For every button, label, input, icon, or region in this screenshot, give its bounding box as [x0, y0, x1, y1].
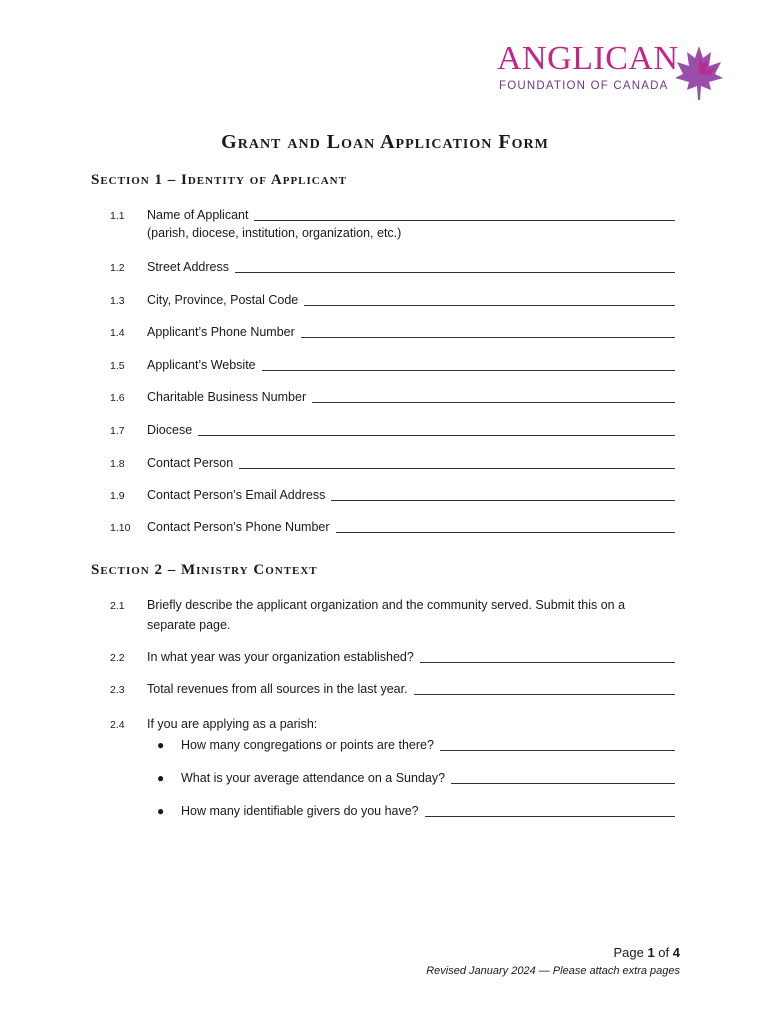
- diocese-input-line[interactable]: [198, 423, 675, 436]
- attendance-input-line[interactable]: [451, 771, 675, 784]
- field-number: 1.2: [110, 262, 125, 274]
- bullet-icon: ●: [157, 738, 165, 752]
- question-2-1: [110, 596, 675, 636]
- question-number: 2.3: [110, 684, 125, 696]
- city-province-postal-input-line[interactable]: [304, 293, 675, 306]
- givers-input-line[interactable]: [425, 804, 675, 817]
- field-number: 1.7: [110, 425, 125, 437]
- bullet-label: How many identifiable givers do you have?: [181, 804, 419, 818]
- bullet-label: How many congregations or points are there?: [181, 738, 434, 752]
- name-of-applicant-input-line[interactable]: [254, 208, 675, 221]
- logo-name: ANGLICAN: [497, 40, 679, 77]
- question-label: Total revenues from all sources in the last year.: [147, 682, 408, 696]
- field-label: Applicant’s Phone Number: [147, 325, 295, 339]
- anglican-foundation-logo: [497, 40, 727, 104]
- field-number: 1.5: [110, 360, 125, 372]
- form-title: Grant and Loan Application Form: [221, 131, 549, 153]
- applicant-phone-input-line[interactable]: [301, 325, 675, 338]
- maple-leaf-icon: [673, 44, 725, 102]
- field-number: 1.1: [110, 210, 125, 222]
- question-text-line-1: Briefly describe the applicant organization and the community served. Submit this on a: [147, 598, 626, 612]
- field-number: 1.8: [110, 458, 125, 470]
- bullet-label: What is your average attendance on a Sunday?: [181, 771, 446, 785]
- bullet-icon: ●: [157, 771, 165, 785]
- field-label: Applicant’s Website: [147, 358, 256, 372]
- field-number: 1.6: [110, 392, 125, 404]
- question-text-line-2: separate page.: [147, 618, 231, 632]
- section-2-heading: Section 2 – Ministry Context: [91, 562, 318, 578]
- question-number: 2.4: [110, 719, 125, 731]
- field-number: 1.4: [110, 327, 125, 339]
- field-number: 1.9: [110, 490, 125, 502]
- question-number: 2.1: [110, 600, 125, 612]
- question-number: 2.2: [110, 652, 125, 664]
- logo-subtitle: FOUNDATION OF CANADA: [499, 80, 669, 92]
- field-label: Name of Applicant: [147, 208, 249, 222]
- street-address-input-line[interactable]: [235, 260, 675, 273]
- field-label: Street Address: [147, 260, 229, 274]
- contact-person-input-line[interactable]: [239, 456, 675, 469]
- field-label: Contact Person’s Email Address: [147, 488, 326, 502]
- page-current: 1: [647, 945, 655, 960]
- section-1-heading: Section 1 – Identity of Applicant: [91, 172, 347, 188]
- field-number: 1.3: [110, 295, 125, 307]
- field-label: City, Province, Postal Code: [147, 293, 299, 307]
- field-sublabel: (parish, diocese, institution, organization, etc.): [147, 226, 402, 240]
- field-label: Contact Person’s Phone Number: [147, 520, 330, 534]
- field-label: Charitable Business Number: [147, 390, 307, 404]
- field-number: 1.10: [110, 522, 131, 534]
- field-label: Contact Person: [147, 456, 234, 470]
- contact-email-input-line[interactable]: [331, 488, 675, 501]
- question-label: In what year was your organization established?: [147, 650, 414, 664]
- applicant-website-input-line[interactable]: [262, 358, 675, 371]
- charitable-business-number-input-line[interactable]: [312, 390, 675, 403]
- page-number: [613, 945, 680, 960]
- bullet-icon: ●: [157, 804, 165, 818]
- page-total: 4: [672, 945, 680, 960]
- page-prefix: Page: [613, 945, 644, 960]
- contact-phone-input-line[interactable]: [336, 520, 675, 533]
- page-of: of: [658, 945, 670, 960]
- total-revenues-input-line[interactable]: [414, 682, 675, 695]
- year-established-input-line[interactable]: [420, 650, 675, 663]
- question-label: If you are applying as a parish:: [147, 717, 318, 731]
- congregations-input-line[interactable]: [440, 738, 675, 751]
- revision-note: Revised January 2024 — Please attach extra pages: [426, 965, 680, 977]
- field-label: Diocese: [147, 423, 193, 437]
